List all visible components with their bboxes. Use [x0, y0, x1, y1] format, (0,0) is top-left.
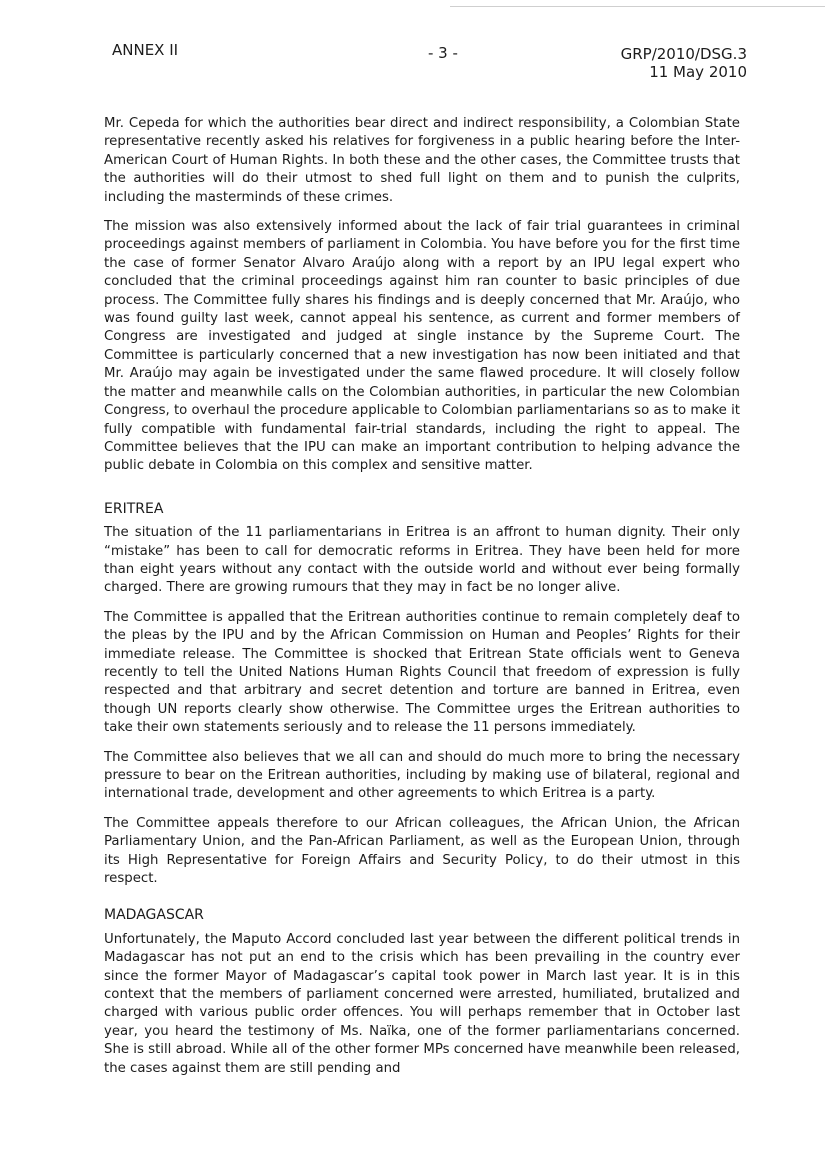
document-code: GRP/2010/DSG.3: [620, 45, 747, 63]
section-heading-eritrea: ERITREA: [104, 500, 164, 517]
colombia-paragraph: Mr. Cepeda for which the authorities bear direct and indirect responsibility, a Colombian State representative recently asked his relatives for forgiveness in a public hearing before the Inter-American Court of Human Rights. In both these and the other cases, the Committee trusts that the authorities will do their utmost to shed full light on them and to punish the culprits, including the masterminds of these crimes.: [104, 116, 740, 205]
page-number: - 3 -: [428, 44, 458, 62]
document-body: [104, 115, 740, 1089]
colombia-paragraph: The mission was also extensively informed about the lack of fair trial guarantees in criminal proceedings against members of parliament in Colombia. You have before you for the first time the case of former Senator Alvaro Araújo along with a report by an IPU legal expert who concluded that the criminal proceedings against him ran counter to basic principles of due process. The Committee fully shares his findings and is deeply concerned that Mr. Araújo, who was found guilty last week, cannot appeal his sentence, as current and former members of Congress are investigated and judged at single instance by the Supreme Court. The Committee is particularly concerned that a new investigation has now been initiated and that Mr. Araújo may again be investigated under the same flawed procedure. It will closely follow the matter and meanwhile calls on the Colombian authorities, in particular the new Colombian Congress, to overhaul the procedure applicable to Colombian parliamentarians so as to make it fully compatible with fundamental fair-trial standards, including the right to appeal. The Committee believes that the IPU can make an important contribution to helping advance the public debate in Colombia on this complex and sensitive matter.: [104, 219, 740, 474]
madagascar-paragraph: Unfortunately, the Maputo Accord concluded last year between the different political trends in Madagascar has not put an end to the crisis which has been prevailing in the country ever since the former Mayor of Madagascar’s capital took power in March last year. It is in this context that the members of parliament concerned were arrested, humiliated, brutalized and charged with various public order offences. You will perhaps remember that in October last year, you heard the testimony of Ms. Naïka, one of the former parliamentarians concerned. She is still abroad. While all of the other former MPs concerned have meanwhile been released, the cases against them are still pending and: [104, 931, 740, 1076]
document-date: 11 May 2010: [649, 63, 747, 81]
eritrea-paragraph: The Committee is appalled that the Eritrean authorities continue to remain completely deaf to the pleas by the IPU and by the African Commission on Human and Peoples’ Rights for their immediate release. The Committee is shocked that Eritrean State officials went to Geneva recently to tell the United Nations Human Rights Council that freedom of expression is fully respected and that arbitrary and secret detention and torture are banned in Eritrea, even though UN reports clearly show otherwise. The Committee urges the Eritrean authorities to take their own statements seriously and to release the 11 persons immediately.: [104, 609, 740, 736]
document-reference: [621, 45, 747, 81]
eritrea-paragraph: The Committee also believes that we all can and should do much more to bring the necessary pressure to bear on the Eritrean authorities, including by making use of bilateral, regional and international trade, development and other agreements to which Eritrea is a party.: [104, 749, 740, 802]
eritrea-paragraph: The situation of the 11 parliamentarians in Eritrea is an affront to human dignity. Their only “mistake” has been to call for democratic reforms in Eritrea. They have been held for more than eight years without any contact with the outside world and without ever being formally charged. There are growing rumours that they may in fact be no longer alive.: [104, 525, 740, 596]
eritrea-paragraph: The Committee appeals therefore to our African colleagues, the African Union, the African Parliamentary Union, and the Pan-African Parliament, as well as the European Union, through its High Representative for Foreign Affairs and Security Policy, to do their utmost in this respect.: [104, 815, 740, 887]
section-heading-madagascar: MADAGASCAR: [104, 907, 204, 924]
annex-label: ANNEX II: [112, 41, 179, 59]
scan-edge-line: [450, 6, 825, 7]
